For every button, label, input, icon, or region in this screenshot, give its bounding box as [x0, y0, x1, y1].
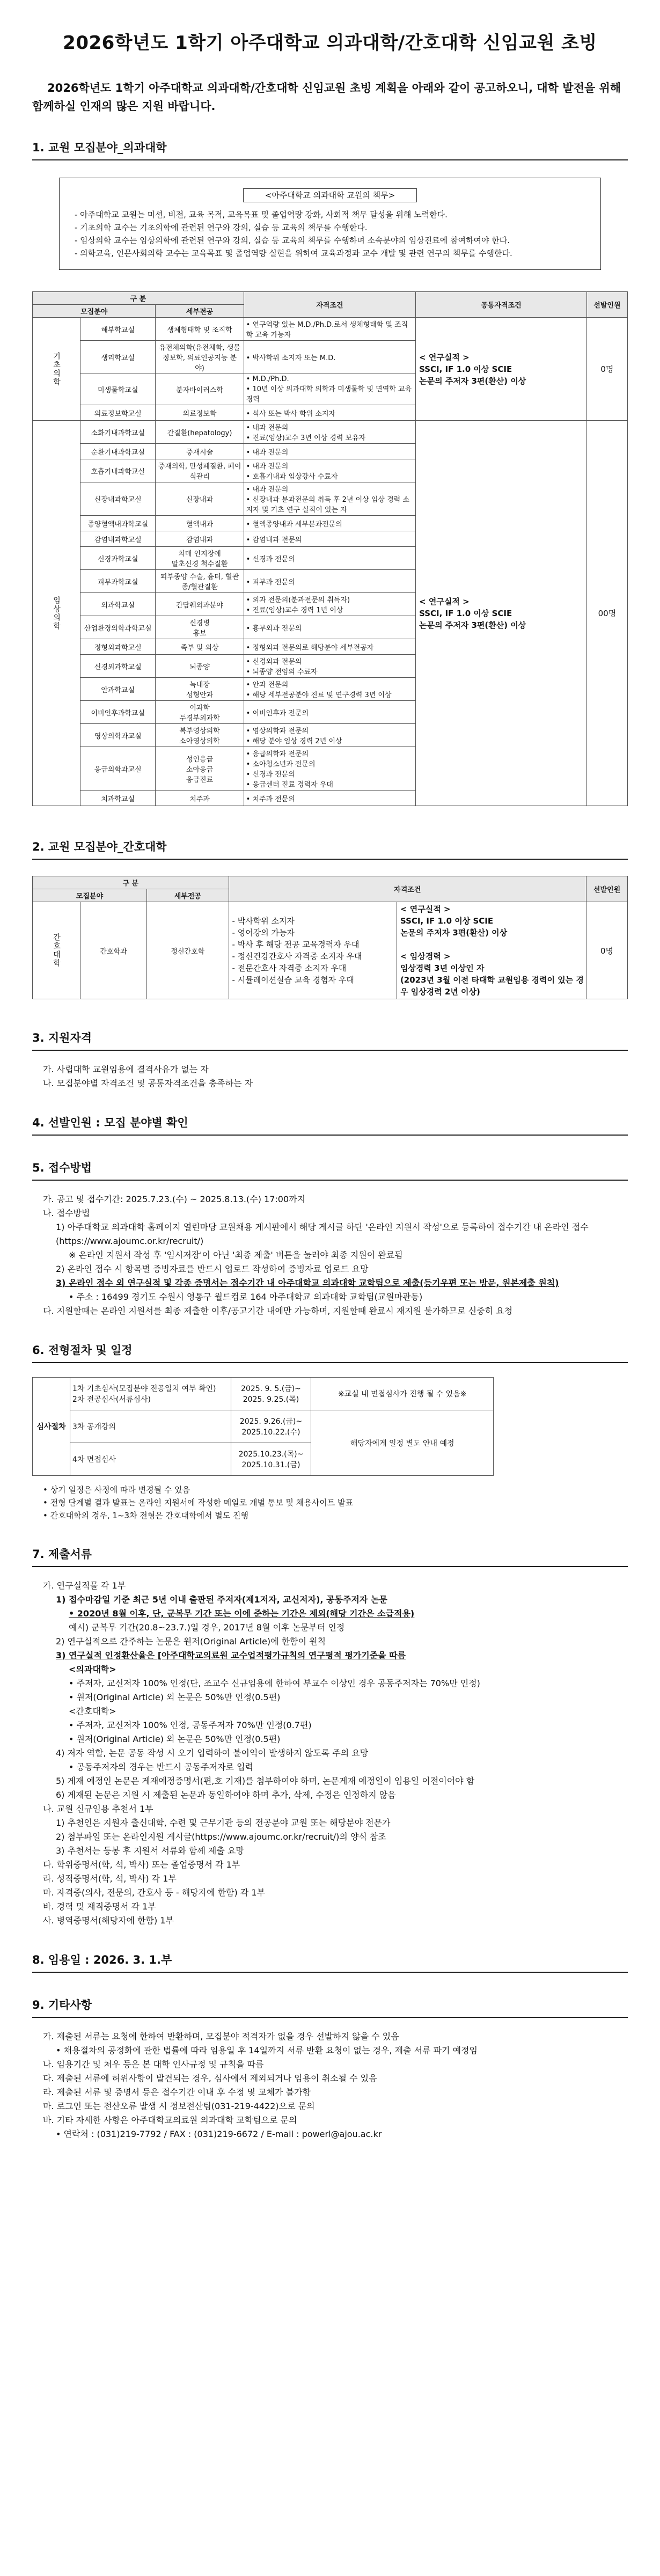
schedule-date: 2025.10.23.(목)~ 2025.10.31.(금) [231, 1443, 311, 1476]
field-cell: 감염내과학교실 [80, 531, 156, 547]
field-cell: 미생물학교실 [80, 374, 156, 405]
list-item: 바. 기타 자세한 사항은 아주대학교의료원 의과대학 교학팀으로 문의 [43, 2115, 297, 2125]
list-item: 가. 제출된 서류는 요청에 한하여 반환하며, 모집분야 적격자가 없을 경우 선발하지 않을 수 있음 [43, 2031, 399, 2041]
header-field: 모집분야 [33, 305, 156, 318]
divider [32, 1180, 628, 1181]
divider [32, 859, 628, 860]
table-row [33, 421, 628, 444]
divider [32, 1972, 628, 1973]
field-cell: 신경과학교실 [80, 547, 156, 570]
schedule-step: 4차 면접심사 [70, 1443, 231, 1476]
common-cell: < 연구실적 > SSCI, IF 1.0 이상 SCIE 논문의 주저자 3편(환산) 이상 [416, 318, 587, 421]
list-item: <간호대학> [69, 1706, 116, 1716]
list-item: 나. 임용기간 및 처우 등은 본 대학 인사규정 및 규칙을 따름 [43, 2059, 264, 2069]
list-item: • 주소 : 16499 경기도 수원시 영통구 월드컵로 164 아주대학교 의과대학 교학팀(교원마관동) [69, 1292, 423, 1302]
sub-cell: 분자바이러스학 [156, 374, 244, 405]
sub-cell: 의료정보학 [156, 405, 244, 421]
list-item: 가. 사립대학 교원임용에 결격사유가 없는 자 [43, 1064, 209, 1074]
qualification-cell: - 박사학위 소지자 - 영어강의 가능자 - 박사 후 해당 전공 교육경력자 우대 - 정신건강간호사 자격증 소지자 우대 - 전문간호사 자격증 소지자 우대 - 시뮬레이션실습 교육 경험자 우대 [229, 902, 397, 999]
list-item: 2) 연구실적으로 간주하는 논문은 원저(Original Article)에 한함이 원칙 [56, 1636, 326, 1646]
sub-cell: 녹내장 성형안과 [156, 678, 244, 701]
section-3-heading: 3. 지원자격 [32, 1031, 92, 1044]
qualification-cell: • 혈액종양내과 세부분과전문의 [244, 516, 415, 531]
list-item: <의과대학> [69, 1664, 116, 1674]
duty-item: - 의학교육, 인문사회의학 교수는 교육목표 및 졸업역량 실현을 위하여 교육과정과 교수 개발 및 관련 연구의 책무를 수행한다. [75, 248, 512, 258]
sub-cell: 족부 및 외상 [156, 639, 244, 655]
qualification-cell: • 연구역량 있는 M.D./Ph.D.로서 생체형태학 및 조직학 교육 가능자 [244, 318, 415, 341]
divider [32, 1362, 628, 1363]
count-cell: 00명 [586, 421, 627, 806]
sub-cell: 성인응급 소아응급 응급진료 [156, 747, 244, 791]
list-item: 다. 지원할때는 온라인 지원서를 최종 제출한 이후/공고기간 내에만 가능하며, 지원할때 완료시 재지원 불가하므로 신중히 요청 [43, 1306, 513, 1316]
list-item: 사. 병역증명서(해당자에 한함) 1부 [43, 1915, 174, 1926]
field-cell: 정형외과학교실 [80, 639, 156, 655]
qualification-cell: • 정형외과 전문의로 해당분야 세부전공자 [244, 639, 415, 655]
divider [32, 1566, 628, 1567]
list-item: 마. 자격증(의사, 전문의, 간호사 등 - 해당자에 한함) 각 1부 [43, 1887, 266, 1898]
schedule-date: 2025. 9. 5.(금)~ 2025. 9.25.(목) [231, 1378, 311, 1410]
list-item: • 2020년 8월 이후, 단, 군복무 기간 또는 이에 준하는 기간은 제외(해당 기간은 소급적용) [69, 1608, 415, 1619]
list-item: 나. 접수방법 [43, 1208, 90, 1218]
list-item: 3) 연구실적 인정환산율은 [아주대학교의료원 교수업적평가규칙의 연구평적 평가기준을 따름 [56, 1650, 406, 1660]
list-item: ※ 온라인 지원서 작성 후 '임시저장'이 아닌 '최종 제출' 버튼을 눌러야 최종 지원이 완료됨 [69, 1250, 403, 1260]
sub-cell: 정신간호학 [147, 902, 229, 999]
section-7-body [43, 1579, 622, 1928]
field-cell: 이비인후과학교실 [80, 701, 156, 724]
section-4-heading: 4. 선발인원 : 모집 분야별 확인 [32, 1116, 188, 1129]
duty-item: - 기초의학 교수는 기초의학에 관련된 연구와 강의, 실습 등 교육의 책무를 수행한다. [75, 223, 368, 232]
header-count: 선발인원 [586, 876, 628, 902]
header-count: 선발인원 [586, 292, 627, 318]
header-qualification: 자격조건 [244, 292, 415, 318]
schedule-step: 1차 기초심사(모집분야 전공일치 여부 확인) 2차 전공심사(서류심사) [70, 1378, 231, 1410]
qualification-cell: • 치주과 전문의 [244, 791, 415, 806]
list-item: 4) 저자 역할, 논문 공동 작성 시 오기 입력하여 불이익이 발생하지 않도록 주의 요망 [56, 1748, 369, 1758]
qualification-cell: • 감염내과 전문의 [244, 531, 415, 547]
field-cell: 피부과학교실 [80, 570, 156, 593]
sub-cell: 혈액내과 [156, 516, 244, 531]
list-item: 나. 교원 신규임용 추천서 1부 [43, 1804, 153, 1814]
sub-cell: 치매 인지장애 말초신경 척수질환 [156, 547, 244, 570]
section-5-body [43, 1192, 622, 1318]
field-cell: 신장내과학교실 [80, 482, 156, 516]
field-cell: 호흡기내과학교실 [80, 459, 156, 482]
note-item: • 전형 단계별 결과 발표는 온라인 지원서에 작성한 메일로 개별 통보 및 채용사이트 발표 [43, 1498, 353, 1507]
sub-cell: 신장내과 [156, 482, 244, 516]
qualification-cell: • 내과 전문의 • 진료(임상)교수 3년 이상 경력 보유자 [244, 421, 415, 444]
list-item: 마. 로그인 또는 전산오류 발생 시 정보전산팀(031-219-4422)으로 문의 [43, 2101, 315, 2111]
field-cell: 응급의학과교실 [80, 747, 156, 791]
page-title: 2026학년도 1학기 아주대학교 의과대학/간호대학 신임교원 초빙 [63, 32, 597, 54]
medical-recruit-table [32, 291, 628, 806]
qualification-cell: • 응급의학과 전문의 • 소아청소년과 전문의 • 신경과 전문의 • 응급센터 진료 경력자 우대 [244, 747, 415, 791]
section-5-heading: 5. 접수방법 [32, 1161, 92, 1174]
sub-cell: 복부영상의학 소아영상의학 [156, 724, 244, 747]
qualification-cell: • 흉부외과 전문의 [244, 616, 415, 639]
schedule-notes [43, 1483, 660, 1522]
common-cell: < 연구실적 > SSCI, IF 1.0 이상 SCIE 논문의 주저자 3편(환산) 이상 [416, 421, 587, 806]
field-cell: 순환기내과학교실 [80, 444, 156, 459]
header-gubun: 구 분 [33, 292, 244, 305]
list-item: 5) 게재 예정인 논문은 게재예정증명서(편,호 기재)를 첨부하여야 하며, 논문게재 예정일이 임용일 이전이어야 함 [56, 1776, 475, 1786]
sub-cell: 유전체의학(유전체학, 생물정보학, 의료인공지능 분야) [156, 341, 244, 374]
header-common: 공통자격조건 [416, 292, 587, 318]
schedule-note: 해당자에게 일정 별도 안내 예정 [311, 1410, 494, 1476]
field-cell: 생리학교실 [80, 341, 156, 374]
list-item: 라. 제출된 서류 및 증명서 등은 접수기간 이내 후 수정 및 교체가 불가함 [43, 2087, 311, 2097]
sub-cell: 뇌종양 [156, 655, 244, 678]
common-cell: < 연구실적 > SSCI, IF 1.0 이상 SCIE 논문의 주저자 3편(환산) 이상 < 임상경력 > 임상경력 3년 이상인 자 (2023년 3월 이전 타대학 교원임용 경력이 있는 경우 임상경력 2년 이상) [397, 902, 586, 999]
note-item: • 간호대학의 경우, 1~3차 전형은 간호대학에서 별도 진행 [43, 1511, 248, 1520]
field-cell: 외과학교실 [80, 593, 156, 616]
field-cell: 산업환경의학과학교실 [80, 616, 156, 639]
qualification-cell: • 이비인후과 전문의 [244, 701, 415, 724]
qualification-cell: • 피부과 전문의 [244, 570, 415, 593]
schedule-step: 3차 공개강의 [70, 1410, 231, 1443]
field-cell: 소화기내과학교실 [80, 421, 156, 444]
divider [32, 1050, 628, 1051]
sub-cell: 간질환(hepatology) [156, 421, 244, 444]
divider [32, 159, 628, 160]
section-2-heading: 2. 교원 모집분야_간호대학 [32, 840, 167, 853]
count-cell: 0명 [586, 318, 627, 421]
schedule-label: 심사절차 [33, 1378, 70, 1476]
schedule-table [32, 1377, 494, 1476]
section-6-heading: 6. 전형절차 및 일정 [32, 1344, 133, 1357]
list-item: • 채용절차의 공정화에 관한 법률에 따라 임용일 후 14일까지 서류 반환 요청이 없는 경우, 제출 서류 파기 예정임 [56, 2045, 478, 2055]
list-item: 1) 접수마감일 기준 최근 5년 이내 출판된 주저자(제1저자, 교신저자), 공동주저자 논문 [56, 1594, 387, 1605]
list-item: 다. 제출된 서류에 허위사항이 발견되는 경우, 심사에서 제외되거나 임용이 취소될 수 있음 [43, 2073, 377, 2083]
duty-box-title: <아주대학교 의과대학 교원의 책무> [243, 188, 417, 202]
list-item: 1) 아주대학교 의과대학 홈페이지 열린마당 교원채용 게시판에서 해당 게시글 하단 '온라인 지원서 작성'으로 등록하여 접수기간 내 온라인 접수(https://www.ajoumc.or.kr/recruit/) [56, 1222, 589, 1246]
sub-cell: 신경병 홍보 [156, 616, 244, 639]
qualification-cell: • M.D./Ph.D. • 10년 이상 의과대학 의학과 미생물학 및 면역학 교육 경력 [244, 374, 415, 405]
field-cell: 해부학교실 [80, 318, 156, 341]
sub-cell: 감염내과 [156, 531, 244, 547]
group-cell: 임상의학 [33, 421, 80, 806]
qualification-cell: • 신경외과 전문의 • 뇌종양 전임의 수료자 [244, 655, 415, 678]
list-item: • 주저자, 교신저자 100% 인정, 공동주저자 70%만 인정(0.7편) [69, 1720, 312, 1730]
duty-item: - 임상의학 교수는 임상의학에 관련된 연구와 강의, 실습 등 교육의 책무를 수행하며 소속분야의 임상진료에 참여하여야 한다. [75, 236, 510, 245]
sub-cell: 이과학 두경부외과학 [156, 701, 244, 724]
list-item: 1) 추천인은 지원자 출신대학, 수련 및 근무기관 등의 전공분야 교원 또는 해당분야 전문가 [56, 1818, 391, 1828]
field-cell: 영상의학과교실 [80, 724, 156, 747]
list-item: 6) 게재된 논문은 지원 시 제출된 논문과 동일하여야 하며 추가, 삭제, 수정은 인정하지 않음 [56, 1790, 396, 1800]
qualification-cell: • 내과 전문의 • 호흡기내과 임상강사 수료자 [244, 459, 415, 482]
qualification-cell: • 안과 전문의 • 해당 세부전공분야 진료 및 연구경력 3년 이상 [244, 678, 415, 701]
list-item: • 원저(Original Article) 외 논문은 50%만 인정(0.5편) [69, 1734, 281, 1744]
list-item: • 주저자, 교신저자 100% 인정(단, 조교수 신규임용에 한하여 부교수 이상인 경우 공동주저자는 70%만 인정) [69, 1678, 480, 1688]
qualification-cell: • 신경과 전문의 [244, 547, 415, 570]
count-cell: 0명 [586, 902, 628, 999]
section-9-heading: 9. 기타사항 [32, 1999, 92, 2011]
field-cell: 의료정보학교실 [80, 405, 156, 421]
list-item: 3) 추천서는 등봉 후 지원서 서류와 함께 제출 요망 [56, 1846, 244, 1856]
nursing-recruit-table [32, 876, 628, 999]
sub-cell: 치주과 [156, 791, 244, 806]
schedule-note: ※교실 내 면접심사가 진행 될 수 있음※ [311, 1378, 494, 1410]
list-item: 예시) 군복무 기간(20.8~23.7.)일 경우, 2017년 8월 이후 논문부터 인정 [69, 1622, 345, 1633]
list-item: • 공동주저자의 경우는 반드시 공동주저자로 입력 [69, 1762, 253, 1772]
qualification-cell: • 내과 전문의 [244, 444, 415, 459]
header-gubun: 구 분 [33, 876, 229, 889]
faculty-duty-box [59, 178, 601, 270]
header-field: 모집분야 [33, 889, 147, 902]
list-item: • 원저(Original Article) 외 논문은 50%만 인정(0.5편) [69, 1692, 281, 1702]
list-item: 3) 온라인 접수 외 연구실적 및 각종 증명서는 접수기간 내 아주대학교 의과대학 교학팀으로 제출(등기우편 또는 방문, 원본제출 원칙) [56, 1278, 559, 1288]
header-sub: 세부전공 [156, 305, 244, 318]
list-item: 2) 온라인 접수 시 항목별 증빙자료를 반드시 업로드 작성하여 증빙자료 업로드 요망 [56, 1264, 369, 1274]
sub-cell: 중재시술 [156, 444, 244, 459]
sub-cell: 간담췌외과분야 [156, 593, 244, 616]
section-8-heading: 8. 임용일 : 2026. 3. 1.부 [32, 1953, 172, 1966]
intro-paragraph: 2026학년도 1학기 아주대학교 의과대학/간호대학 신임교원 초빙 계획을 아래와 같이 공고하오니, 대학 발전을 위해 함께하실 인재의 많은 지원 바랍니다. [32, 82, 621, 113]
group-cell: 기초의학 [33, 318, 80, 421]
divider [32, 2017, 628, 2018]
section-7-heading: 7. 제출서류 [32, 1548, 92, 1561]
header-qualification: 자격조건 [229, 876, 586, 902]
section-1-heading: 1. 교원 모집분야_의과대학 [32, 141, 167, 154]
list-item: 가. 연구실적물 각 1부 [43, 1580, 126, 1591]
header-sub: 세부전공 [147, 889, 229, 902]
sub-cell: 생체형태학 및 조직학 [156, 318, 244, 341]
field-cell: 종양혈액내과학교실 [80, 516, 156, 531]
duty-item: - 아주대학교 교원는 미션, 비전, 교육 목적, 교육목표 및 졸업역량 강화, 사회적 책무 달성을 위해 노력한다. [75, 210, 448, 219]
list-item: 가. 공고 및 접수기간: 2025.7.23.(수) ~ 2025.8.13.(수) 17:00까지 [43, 1194, 306, 1204]
section-3-body [43, 1063, 622, 1091]
field-cell: 신경외과학교실 [80, 655, 156, 678]
list-item: 나. 모집분야별 자격조건 및 공통자격조건을 충족하는 자 [43, 1078, 253, 1088]
list-item: 2) 첨부파일 또는 온라인지원 게시글(https://www.ajoumc.or.kr/recruit/)의 양식 참조 [56, 1832, 386, 1842]
qualification-cell: • 석사 또는 박사 학위 소지자 [244, 405, 415, 421]
list-item: • 연락처 : (031)219-7792 / FAX : (031)219-6672 / E-mail : powerl@ajou.ac.kr [56, 2129, 382, 2139]
schedule-date: 2025. 9.26.(금)~ 2025.10.22.(수) [231, 1410, 311, 1443]
section-9-body [43, 2030, 622, 2141]
qualification-cell: • 내과 전문의 • 신장내과 분과전문의 취득 후 2년 이상 임상 경력 소지자 및 기초 연구 실적이 있는 자 [244, 482, 415, 516]
divider [32, 1135, 628, 1136]
table-row [33, 318, 628, 341]
sub-cell: 중재의학, 만성폐질환, 폐이식관리 [156, 459, 244, 482]
qualification-cell: • 외과 전문의(분과전문의 취득자) • 진료(임상)교수 경력 1년 이상 [244, 593, 415, 616]
field-cell: 안과학교실 [80, 678, 156, 701]
list-item: 바. 경력 및 재직증명서 각 1부 [43, 1901, 156, 1912]
group-cell: 간호대학 [33, 902, 80, 999]
sub-cell: 피부종양 수술, 흉터, 혈관종/혈관질환 [156, 570, 244, 593]
list-item: 라. 성적증명서(학, 석, 박사) 각 1부 [43, 1874, 177, 1884]
qualification-cell: • 박사학위 소지자 또는 M.D. [244, 341, 415, 374]
list-item: 다. 학위증명서(학, 석, 박사) 또는 졸업증명서 각 1부 [43, 1860, 240, 1870]
note-item: • 상기 일정은 사정에 따라 변경될 수 있음 [43, 1485, 190, 1495]
qualification-cell: • 영상의학과 전문의 • 해당 분야 임상 경력 2년 이상 [244, 724, 415, 747]
field-cell: 치과학교실 [80, 791, 156, 806]
field-cell: 간호학과 [80, 902, 147, 999]
